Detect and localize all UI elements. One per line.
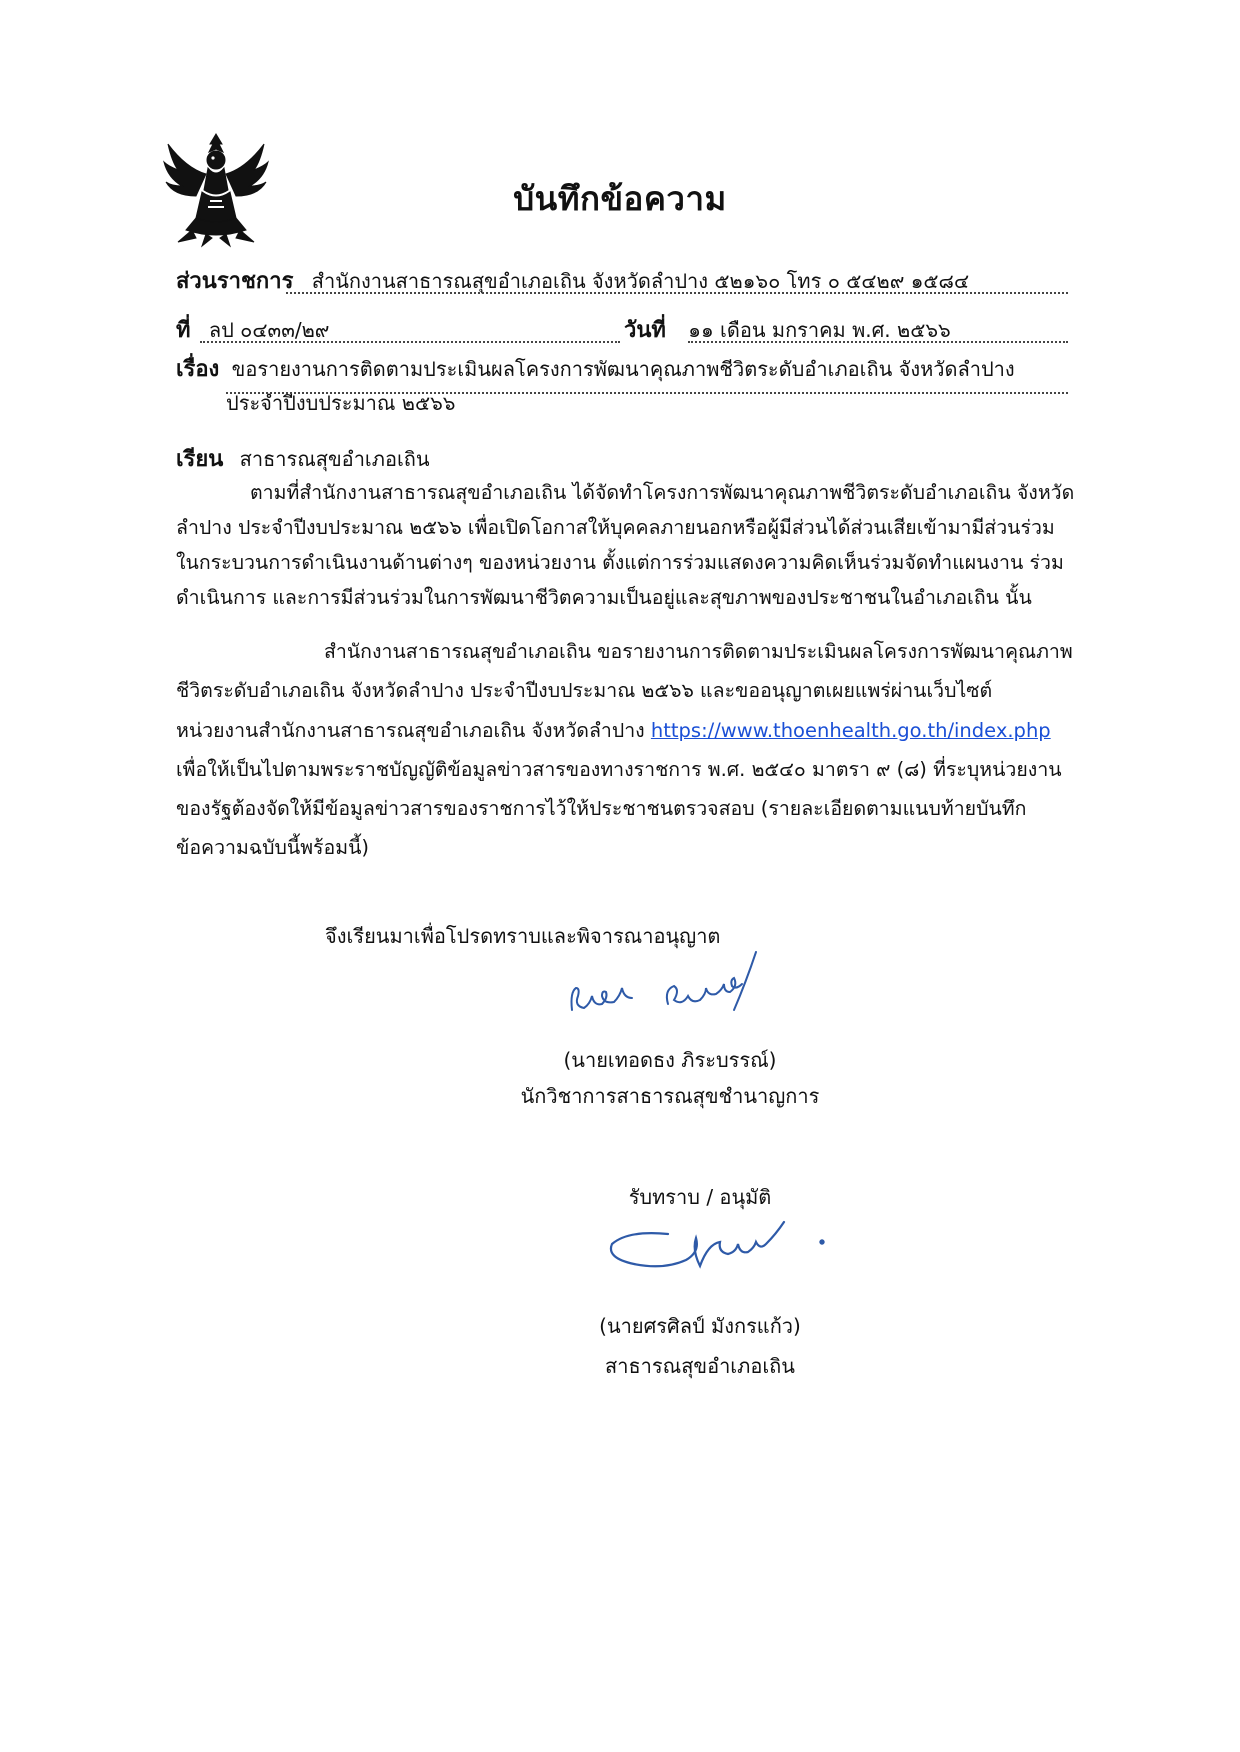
paragraph-line: ในกระบวนการดำเนินงานด้านต่างๆ ของหน่วยงาน ตั้งแต่การร่วมแสดงความคิดเห็นร่วมจัดทำแผนงาน ร่วม xyxy=(176,551,1064,574)
paragraph-line: ลำปาง ประจำปีงบประมาณ ๒๕๖๖ เพื่อเปิดโอกาสให้บุคคลภายนอกหรือผู้มีส่วนได้ส่วนเสียเข้ามามีส่วนร่วม xyxy=(176,516,1055,539)
subject-label: เรื่อง xyxy=(176,357,220,382)
ref-label: ที่ xyxy=(176,318,191,343)
approver-position: สาธารณสุขอำเภอเถิน xyxy=(605,1354,795,1378)
agency-dotted-line xyxy=(286,292,1068,294)
paragraph-line xyxy=(176,715,1116,754)
agency-value: สำนักงานสาธารณสุขอำเภอเถิน จังหวัดลำปาง ๕๒๑๖๐ โทร ๐ ๕๔๒๙ ๑๕๘๔ xyxy=(311,269,970,293)
paragraph-text: หน่วยงานสำนักงานสาธารณสุขอำเภอเถิน จังหวัดลำปาง xyxy=(176,718,651,742)
recipient-value: สาธารณสุขอำเภอเถิน xyxy=(239,447,430,471)
recipient-field xyxy=(176,441,430,476)
subject-line2: ประจำปีงบประมาณ ๒๕๖๖ xyxy=(226,391,456,415)
signature-2-image xyxy=(608,1212,828,1282)
agency-label: ส่วนราชการ xyxy=(176,269,294,294)
paragraph-line: ของรัฐต้องจัดให้มีข้อมูลข่าวสารของราชการไว้ให้ประชาชนตรวจสอบ (รายละเอียดตามแนบท้ายบันทึก xyxy=(176,797,1027,821)
ref-dotted-line xyxy=(200,341,620,343)
paragraph-line: ชีวิตระดับอำเภอเถิน จังหวัดลำปาง ประจำปีงบประมาณ ๒๕๖๖ และขออนุญาตเผยแพร่ผ่านเว็บไซต์ xyxy=(176,679,993,703)
subject-dotted-line xyxy=(226,392,1068,394)
paragraph-line: สำนักงานสาธารณสุขอำเภอเถิน ขอรายงานการติดตามประเมินผลโครงการพัฒนาคุณภาพ xyxy=(324,640,1073,663)
paragraph-line: ข้อความฉบับนี้พร้อมนี้) xyxy=(176,836,370,860)
approval-label: รับทราบ / อนุมัติ xyxy=(628,1185,772,1209)
paragraph-line: ดำเนินการ และการมีส่วนร่วมในการพัฒนาชีวิตความเป็นอยู่และสุขภาพของประชาชนในอำเภอเถิน นั้น xyxy=(176,586,1032,609)
ref-value: ลป ๐๔๓๓/๒๙ xyxy=(208,318,330,342)
signer1-name: (นายเทอดธง ภิระบรรณ์) xyxy=(563,1048,777,1072)
body-paragraph-1 xyxy=(176,477,1116,617)
subject-field xyxy=(176,351,1015,386)
memo-title: บันทึกข้อความ xyxy=(513,179,727,218)
subject-line1: ขอรายงานการติดตามประเมินผลโครงการพัฒนาคุณภาพชีวิตระดับอำเภอเถิน จังหวัดลำปาง xyxy=(231,357,1015,381)
recipient-label: เรียน xyxy=(176,447,224,472)
approver-name: (นายศรศิลป์ มังกรแก้ว) xyxy=(599,1314,801,1338)
closing-text: จึงเรียนมาเพื่อโปรดทราบและพิจารณาอนุญาต xyxy=(325,924,721,948)
paragraph-line: เพื่อให้เป็นไปตามพระราชบัญญัติข้อมูลข่าวสารของทางราชการ พ.ศ. ๒๕๔๐ มาตรา ๙ (๘) ที่ระบุหน่วยงาน xyxy=(176,757,1062,781)
paragraph-line: ตามที่สำนักงานสาธารณสุขอำเภอเถิน ได้จัดทำโครงการพัฒนาคุณภาพชีวิตระดับอำเภอเถิน จังหวัด xyxy=(250,481,1075,504)
body-paragraph-2 xyxy=(176,636,1116,872)
signer1-position: นักวิชาการสาธารณสุขชำนาญการ xyxy=(520,1084,820,1108)
date-label: วันที่ xyxy=(624,318,666,343)
website-link[interactable]: https://www.thoenhealth.go.th/index.php xyxy=(650,718,1051,742)
date-dotted-line xyxy=(688,341,1068,343)
signature-1-image xyxy=(560,950,780,1030)
date-value: ๑๑ เดือน มกราคม พ.ศ. ๒๕๖๖ xyxy=(688,318,951,342)
